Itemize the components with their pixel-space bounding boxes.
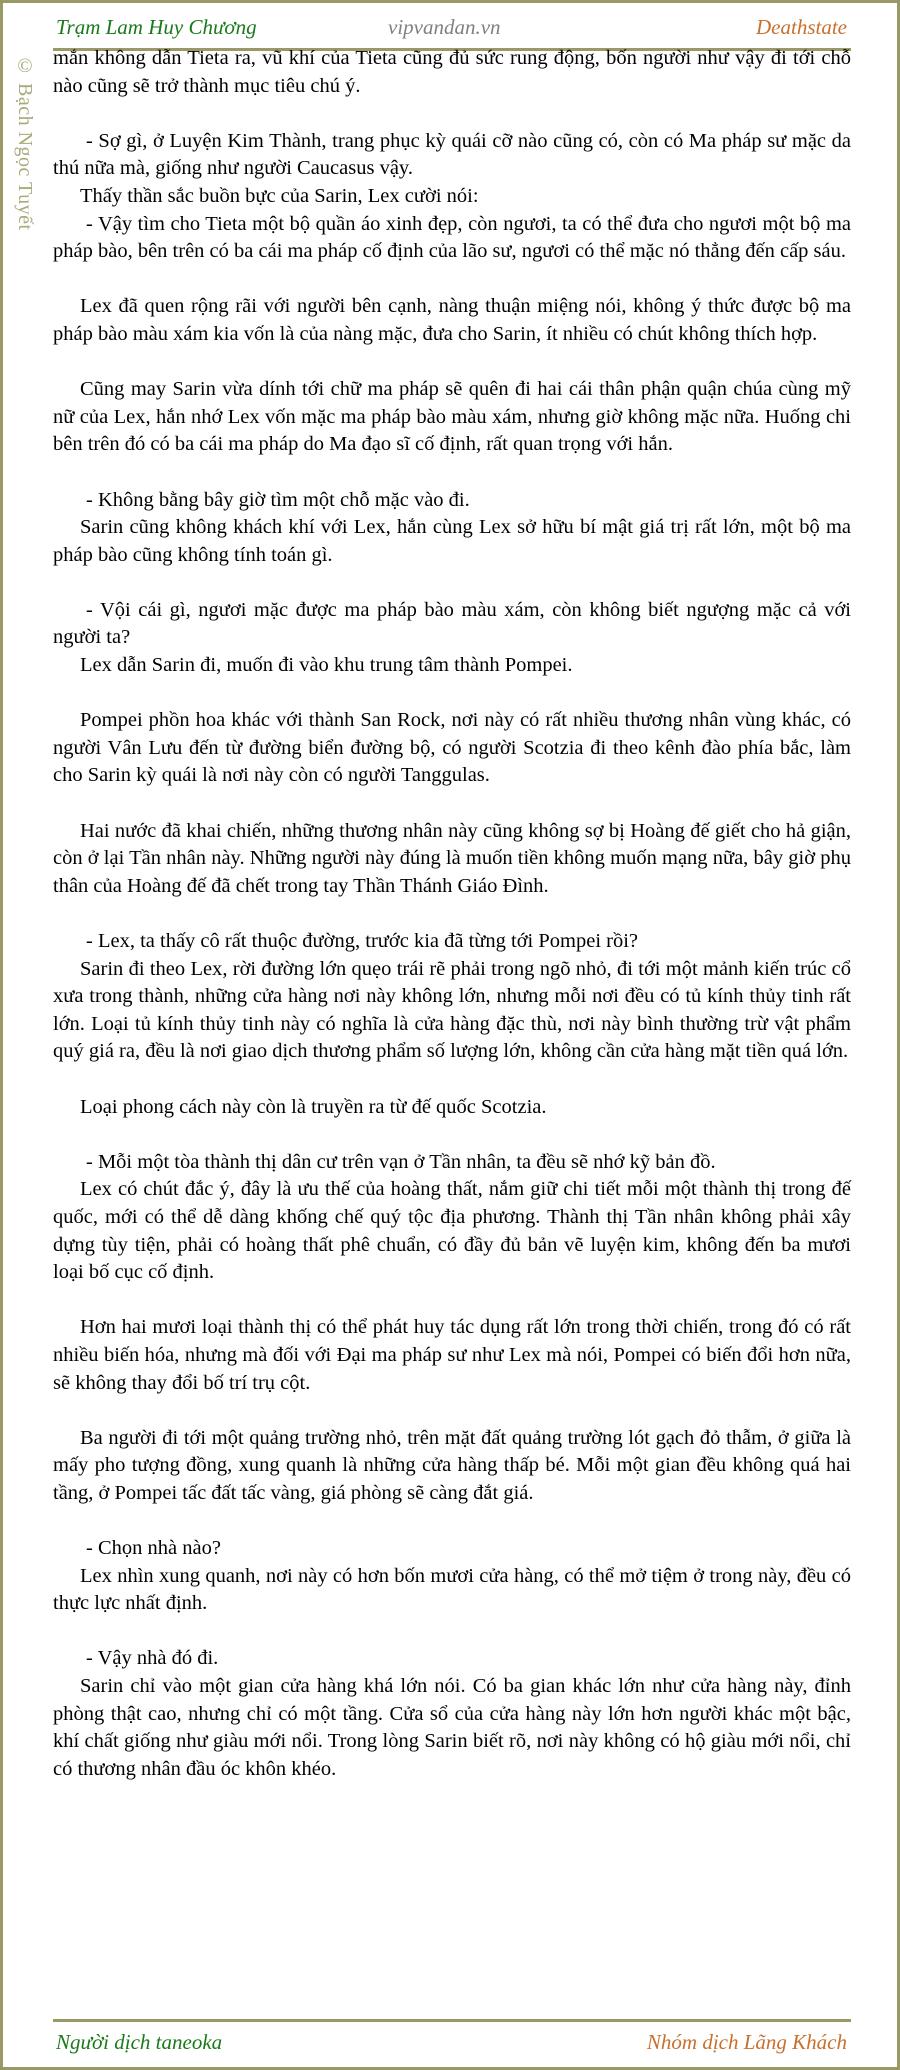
- paragraph: Hơn hai mươi loại thành thị có thể phát huy tác dụng rất lớn trong thời chiến, trong đó có rất nhiều biến hóa, nhưng mà đối với Đại ma pháp sư như Lex mà nói, Pompei có biến đổi hơn nữa, sẽ không thay đổi bố trí trụ cột.: [53, 1316, 851, 1394]
- paragraph: mắn không dẫn Tieta ra, vũ khí của Tieta cũng đủ sức rung động, bốn người như vậy đi tới chỗ nào cũng sẽ trở thành mục tiêu chú ý.: [53, 47, 851, 97]
- paragraph: Thấy thần sắc buồn bực của Sarin, Lex cười nói:: [80, 184, 479, 207]
- dialogue-paragraph: - Vội cái gì, ngươi mặc được ma pháp bào màu xám, còn không biết ngượng mặc cả với người ta?: [53, 598, 851, 649]
- dialogue-paragraph: - Lex, ta thấy cô rất thuộc đường, trước kia đã từng tới Pompei rồi?: [86, 930, 639, 952]
- story-text: [53, 45, 851, 1783]
- paragraph: Hai nước đã khai chiến, những thương nhân này cũng không sợ bị Hoàng đế giết cho hả giận, còn ở lại Tần nhân này. Những người này đúng là muốn tiền không muốn mạng nữa, bây giờ phụ thân của Hoàng đế đã chết trong tay Thần Thánh Giáo Đình.: [53, 819, 851, 897]
- paragraph-spacer: [53, 459, 851, 487]
- paragraph-spacer: [53, 1121, 851, 1149]
- paragraph: Lex nhìn xung quanh, nơi này có hơn bốn mươi cửa hàng, có thể mở tiệm ở trong này, đều có thực lực nhất định.: [53, 1564, 851, 1615]
- header-site-title: Trạm Lam Huy Chương: [56, 15, 257, 39]
- paragraph: Lex dẫn Sarin đi, muốn đi vào khu trung tâm thành Pompei.: [80, 654, 573, 677]
- paragraph: Pompei phồn hoa khác với thành San Rock, nơi này có rất nhiều thương nhân vùng khác, có người Vân Lưu đến từ đường biển đường bộ, có người Scotzia đi theo kênh đào phía bắc, làm cho Sarin kỳ quái là nơi này còn có người Tanggulas.: [53, 709, 851, 787]
- dialogue-paragraph: - Không bằng bây giờ tìm một chỗ mặc vào đi.: [86, 488, 470, 511]
- dialogue-paragraph: - Mỗi một tòa thành thị dân cư trên vạn ở Tần nhân, ta đều sẽ nhớ kỹ bản đồ.: [86, 1150, 716, 1173]
- paragraph: Cũng may Sarin vừa dính tới chữ ma pháp sẽ quên đi hai cái thân phận quận chúa cùng mỹ nữ của Lex, hắn nhớ Lex vốn mặc ma pháp bào màu xám, nhưng giờ không mặc nữa. Huống chi bên trên đó có ba cái ma pháp do Ma đạo sĩ cố định, rất quan trọng với hắn.: [53, 378, 851, 456]
- header-author: Deathstate: [756, 15, 847, 39]
- paragraph: Loại phong cách này còn là truyền ra từ đế quốc Scotzia.: [80, 1095, 547, 1118]
- page-footer: [53, 2019, 851, 2062]
- paragraph: Sarin đi theo Lex, rời đường lớn quẹo trái rẽ phải trong ngõ nhỏ, đi tới một mảnh kiến trúc cổ xưa trong thành, những cửa hàng nơi này không lớn, nhưng mỗi nơi đều có tủ kính thủy tinh rất lớn. Loại tủ kính thủy tinh này có nghĩa là cửa hàng đặc thù, nơi này bình thường trừ vật phẩm quý giá ra, đều là nơi giao dịch thương phẩm số lượng lớn, không cần cửa hàng mặt tiền quá lớn.: [53, 957, 851, 1063]
- copyright-watermark: © Bạch Ngọc Tuyết: [14, 55, 36, 231]
- paragraph: Lex có chút đắc ý, đây là ưu thế của hoàng thất, nắm giữ chi tiết mỗi một thành thị trong đế quốc, mới có thể dễ dàng khống chế quý tộc địa phương. Thành thị Tần nhân không phải xây dựng tùy tiện, phải có hoàng thất phê chuẩn, có đầy đủ bản vẽ luyện kim, không đến ba mươi loại bố cục cố định.: [53, 1178, 851, 1284]
- paragraph: Sarin cũng không khách khí với Lex, hắn cùng Lex sở hữu bí mật giá trị rất lớn, một bộ ma pháp bào cũng không tính toán gì.: [53, 516, 851, 566]
- paragraph: Sarin chỉ vào một gian cửa hàng khá lớn nói. Có ba gian khác lớn như cửa hàng này, đỉnh phòng thật cao, nhưng chỉ có một tầng. Cửa sổ của cửa hàng này lớn hơn người khác một bậc, khí chất giống như giàu mới nổi. Trong lòng Sarin biết rõ, nơi này không có hộ giàu mới nổi, chỉ có thương nhân đầu óc khôn khéo.: [53, 1675, 851, 1780]
- dialogue-paragraph: - Vậy tìm cho Tieta một bộ quần áo xinh đẹp, còn ngươi, ta có thể đưa cho ngươi một bộ ma pháp bào, bên trên có ba cái ma pháp cố định của lão sư, ngươi có thể mặc nó thẳng đến cấp sáu.: [53, 212, 851, 263]
- paragraph-spacer: [53, 349, 851, 377]
- footer-group: Nhóm dịch Lãng Khách: [646, 2030, 847, 2054]
- dialogue-paragraph: - Sợ gì, ở Luyện Kim Thành, trang phục kỳ quái cỡ nào cũng có, còn có Ma pháp sư mặc da thú nữa mà, giống như người Caucasus vậy.: [53, 129, 851, 180]
- paragraph-spacer: [53, 900, 851, 928]
- paragraph-spacer: [53, 266, 851, 294]
- paragraph-spacer: [53, 1066, 851, 1094]
- paragraph: Lex đã quen rộng rãi với người bên cạnh, nàng thuận miệng nói, không ý thức được bộ ma pháp bào màu xám kia vốn là của nàng mặc, đưa cho Sarin, ít nhiều có chút không thích hợp.: [53, 295, 851, 345]
- paragraph: Ba người đi tới một quảng trường nhỏ, trên mặt đất quảng trường lót gạch đỏ thẫm, ở giữa là mấy pho tượng đồng, xung quanh là những cửa hàng thấp bé. Mỗi một gian đều không quá hai tầng, ở Pompei tấc đất tấc vàng, giá phòng sẽ càng đắt giá.: [53, 1426, 851, 1504]
- dialogue-paragraph: - Vậy nhà đó đi.: [86, 1647, 219, 1670]
- paragraph-spacer: [53, 1618, 851, 1646]
- paragraph-spacer: [53, 1287, 851, 1315]
- paragraph-spacer: [53, 1507, 851, 1535]
- footer-translator: Người dịch taneoka: [56, 2030, 223, 2054]
- paragraph-spacer: [53, 100, 851, 128]
- paragraph-spacer: [53, 680, 851, 708]
- paragraph-spacer: [53, 790, 851, 818]
- header-website: vipvandan.vn: [388, 15, 501, 39]
- dialogue-paragraph: - Chọn nhà nào?: [86, 1537, 221, 1560]
- paragraph-spacer: [53, 1397, 851, 1425]
- paragraph-spacer: [53, 569, 851, 597]
